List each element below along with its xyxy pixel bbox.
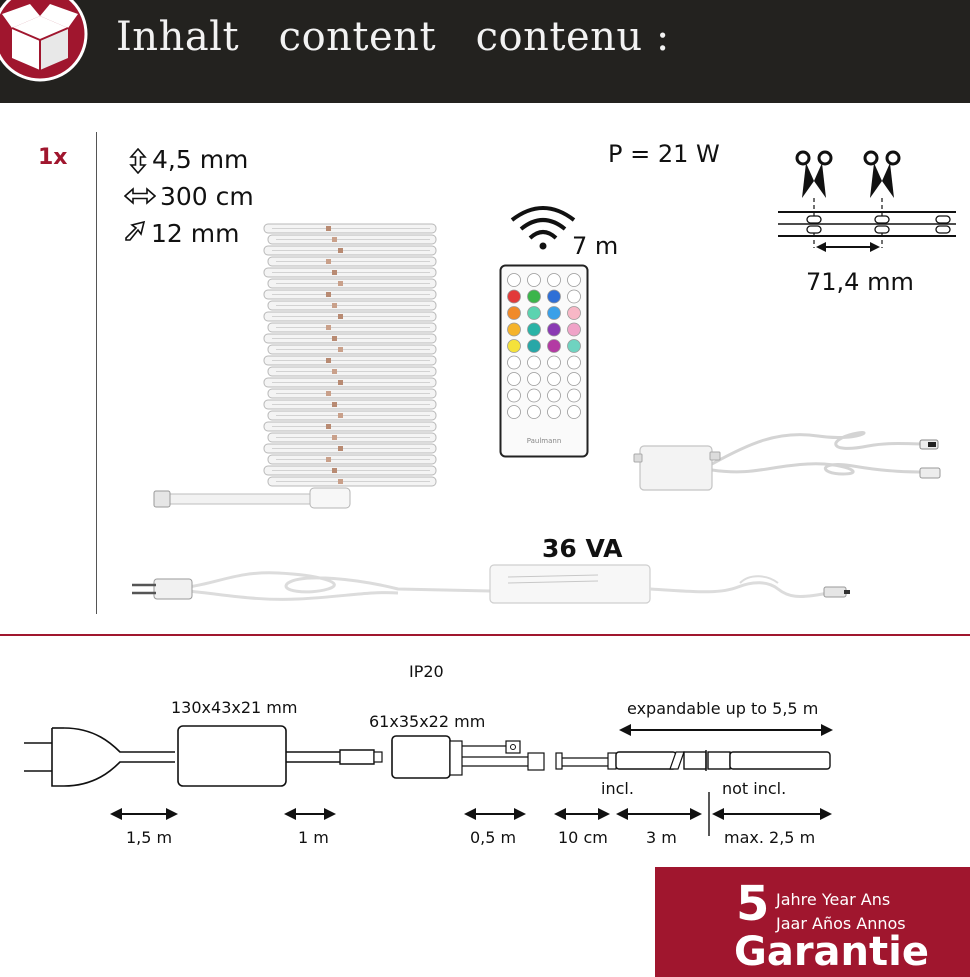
length-label: 0,5 m xyxy=(470,828,517,847)
power-supply-image xyxy=(128,555,852,613)
remote-button xyxy=(568,307,581,320)
remote-button xyxy=(528,307,541,320)
remote-button xyxy=(508,406,521,419)
length-arrow-icon xyxy=(124,186,156,206)
led-strip-ring xyxy=(264,268,436,277)
led-strip-ring xyxy=(264,378,436,387)
transformer-power: 36 VA xyxy=(542,534,623,563)
scissors-icon xyxy=(797,152,831,198)
remote-button xyxy=(568,274,581,287)
remote-brand-label: Paulmann xyxy=(526,437,562,445)
controller-box xyxy=(392,736,450,778)
led-strip-ring xyxy=(264,400,436,409)
remote-button xyxy=(528,356,541,369)
quantity-label: 1x xyxy=(38,145,68,170)
remote-button xyxy=(528,274,541,287)
led-strip-ring xyxy=(268,235,436,244)
plug-icon xyxy=(24,728,175,786)
included-label: incl. xyxy=(601,779,634,798)
driver-dimensions: 130x43x21 mm xyxy=(171,698,298,717)
remote-button xyxy=(568,290,581,303)
led-strip-ring xyxy=(268,389,436,398)
expandable-label: expandable up to 5,5 m xyxy=(627,699,819,718)
scissors-icon xyxy=(865,152,899,198)
led-strip-segment xyxy=(778,212,956,236)
length-arrow xyxy=(284,808,336,820)
length-label: max. 2,5 m xyxy=(724,828,816,847)
length-arrow xyxy=(712,808,832,820)
remote-button xyxy=(508,340,521,353)
led-strip-ring xyxy=(264,290,436,299)
remote-button xyxy=(528,323,541,336)
guarantee-word: Garantie xyxy=(734,929,929,975)
power-rating: P = 21 W xyxy=(608,140,720,168)
led-strip-ring xyxy=(268,433,436,442)
remote-button xyxy=(548,307,561,320)
header-title: Inhalt content contenu : xyxy=(116,14,670,60)
length-label: 3 m xyxy=(646,828,677,847)
ip-rating: IP20 xyxy=(409,662,444,681)
remote-button xyxy=(568,373,581,386)
remote-button xyxy=(508,307,521,320)
led-strip-ring xyxy=(264,444,436,453)
bend-arrow-icon xyxy=(124,220,148,242)
spec-bend-radius: 12 mm xyxy=(151,219,240,248)
length-label: 1 m xyxy=(298,828,329,847)
led-strip-ring xyxy=(268,455,436,464)
led-strip-ring xyxy=(268,301,436,310)
remote-button xyxy=(508,323,521,336)
remote-button xyxy=(548,389,561,402)
remote-button xyxy=(528,389,541,402)
led-strip-coil-image xyxy=(150,212,450,522)
remote-button xyxy=(508,373,521,386)
led-strip-ring xyxy=(268,411,436,420)
led-strip-ring xyxy=(268,279,436,288)
remote-button xyxy=(548,290,561,303)
guarantee-line1: Jahre Year Ans xyxy=(776,890,891,909)
remote-button xyxy=(548,274,561,287)
led-strip-ring xyxy=(268,367,436,376)
length-arrow xyxy=(464,808,526,820)
remote-button xyxy=(568,340,581,353)
spec-length: 300 cm xyxy=(160,182,254,211)
led-strip-ring xyxy=(268,257,436,266)
remote-button xyxy=(508,290,521,303)
remote-range: 7 m xyxy=(572,232,619,260)
driver-box xyxy=(178,726,286,786)
led-strip-ring xyxy=(264,334,436,343)
led-strip-ring xyxy=(268,477,436,486)
led-strip-ring xyxy=(264,224,436,233)
section-divider xyxy=(0,634,970,636)
length-arrow xyxy=(554,808,610,820)
remote-button xyxy=(508,274,521,287)
cut-interval: 71,4 mm xyxy=(806,268,914,296)
length-label: 1,5 m xyxy=(126,828,173,847)
remote-button xyxy=(528,406,541,419)
guarantee-line2: Jaar Años Annos xyxy=(776,914,906,933)
remote-button xyxy=(548,406,561,419)
vertical-divider xyxy=(96,132,97,614)
remote-button xyxy=(568,406,581,419)
not-included-label: not incl. xyxy=(722,779,787,798)
remote-button xyxy=(548,373,561,386)
remote-button xyxy=(568,356,581,369)
spec-height: 4,5 mm xyxy=(152,145,249,174)
cut-diagram xyxy=(776,148,956,252)
remote-button xyxy=(508,389,521,402)
led-strip-ring xyxy=(264,312,436,321)
height-arrow-icon xyxy=(126,148,150,174)
remote-button xyxy=(548,323,561,336)
led-strip-ring xyxy=(264,466,436,475)
remote-button xyxy=(568,389,581,402)
remote-control-image xyxy=(499,264,589,458)
remote-button xyxy=(548,340,561,353)
remote-button xyxy=(528,340,541,353)
led-strip-ring xyxy=(268,323,436,332)
remote-button xyxy=(508,356,521,369)
length-label: 10 cm xyxy=(558,828,608,847)
remote-button xyxy=(548,356,561,369)
box-icon xyxy=(0,0,88,84)
length-arrow xyxy=(110,808,178,820)
controller-image xyxy=(628,424,946,500)
guarantee-years: 5 xyxy=(736,876,770,932)
remote-button xyxy=(528,373,541,386)
led-strip-ring xyxy=(264,246,436,255)
length-arrow xyxy=(616,808,702,820)
led-strip-ring xyxy=(264,356,436,365)
remote-button xyxy=(568,323,581,336)
led-strip-ring xyxy=(264,422,436,431)
controller-dimensions: 61x35x22 mm xyxy=(369,712,486,731)
led-strip-ring xyxy=(268,345,436,354)
remote-button xyxy=(528,290,541,303)
wifi-icon xyxy=(508,204,578,250)
